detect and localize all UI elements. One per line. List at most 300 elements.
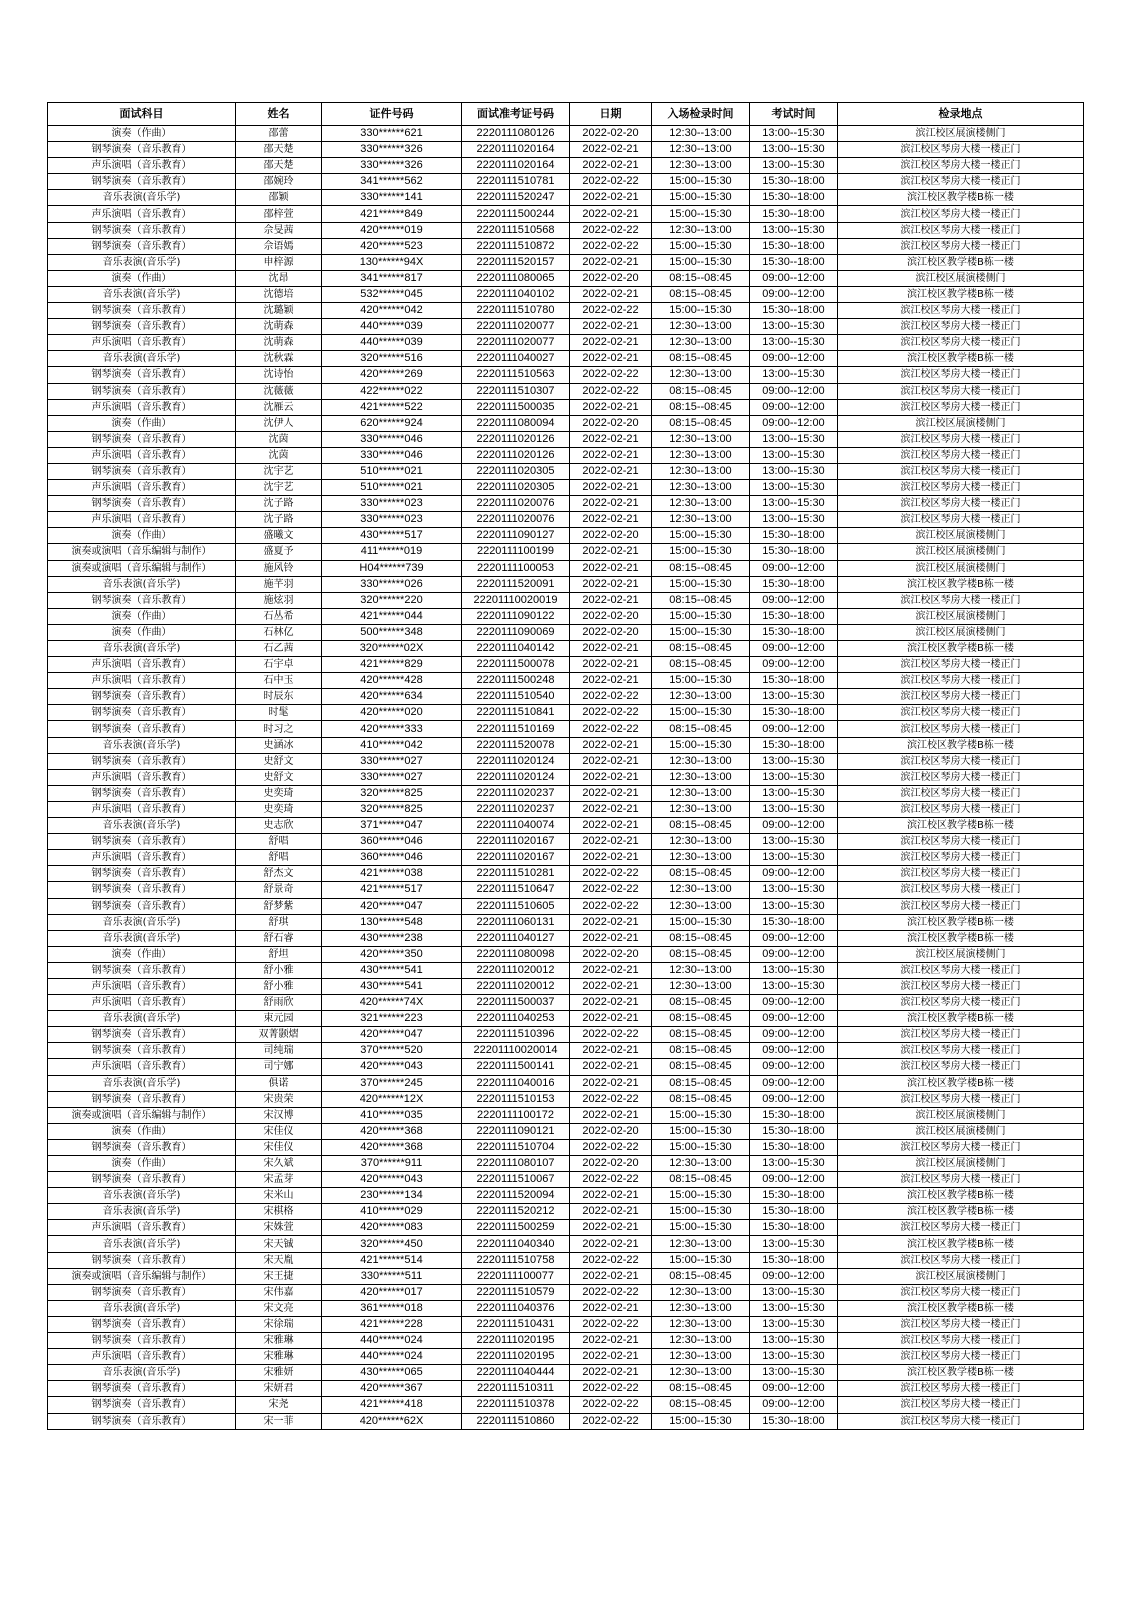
id-number-cell: 330******141 bbox=[322, 190, 462, 206]
table-row bbox=[48, 1349, 1084, 1365]
table-row bbox=[48, 930, 1084, 946]
name-cell: 沈雁云 bbox=[236, 399, 322, 415]
name-cell: 宋汉博 bbox=[236, 1107, 322, 1123]
admission-number-cell: 2220111020305 bbox=[462, 480, 570, 496]
subject-cell: 演奏（作曲） bbox=[48, 946, 236, 962]
subject-cell: 钢琴演奏（音乐教育） bbox=[48, 383, 236, 399]
checkin-time-cell: 12:30--13:00 bbox=[652, 898, 750, 914]
checkin-time-cell: 08:15--08:45 bbox=[652, 1075, 750, 1091]
exam-time-cell: 13:00--15:30 bbox=[750, 480, 838, 496]
exam-time-cell: 13:00--15:30 bbox=[750, 882, 838, 898]
checkin-time-cell: 08:15--08:45 bbox=[652, 351, 750, 367]
subject-cell: 音乐表演(音乐学) bbox=[48, 351, 236, 367]
admission-number-cell: 2220111040027 bbox=[462, 351, 570, 367]
admission-number-cell: 2220111020126 bbox=[462, 431, 570, 447]
id-number-cell: 370******245 bbox=[322, 1075, 462, 1091]
location-cell: 滨江校区琴房大楼一楼正门 bbox=[838, 1059, 1084, 1075]
subject-cell: 钢琴演奏（音乐教育） bbox=[48, 866, 236, 882]
location-cell: 滨江校区琴房大楼一楼正门 bbox=[838, 657, 1084, 673]
subject-cell: 钢琴演奏（音乐教育） bbox=[48, 174, 236, 190]
location-cell: 滨江校区琴房大楼一楼正门 bbox=[838, 705, 1084, 721]
subject-cell: 钢琴演奏（音乐教育） bbox=[48, 1091, 236, 1107]
table-row bbox=[48, 463, 1084, 479]
table-row bbox=[48, 898, 1084, 914]
subject-cell: 钢琴演奏（音乐教育） bbox=[48, 705, 236, 721]
exam-time-cell: 13:00--15:30 bbox=[750, 447, 838, 463]
location-cell: 滨江校区琴房大楼一楼正门 bbox=[838, 753, 1084, 769]
checkin-time-cell: 08:15--08:45 bbox=[652, 995, 750, 1011]
table-row bbox=[48, 126, 1084, 142]
subject-cell: 演奏或演唱（音乐编辑与制作） bbox=[48, 1268, 236, 1284]
location-cell: 滨江校区教学楼B栋一楼 bbox=[838, 1236, 1084, 1252]
name-cell: 沈茵 bbox=[236, 447, 322, 463]
location-cell: 滨江校区琴房大楼一楼正门 bbox=[838, 206, 1084, 222]
subject-cell: 声乐演唱（音乐教育） bbox=[48, 978, 236, 994]
col-header-checkin-time: 入场检录时间 bbox=[652, 103, 750, 126]
table-row bbox=[48, 753, 1084, 769]
checkin-time-cell: 15:00--15:30 bbox=[652, 1188, 750, 1204]
admission-number-cell: 2220111510758 bbox=[462, 1252, 570, 1268]
admission-number-cell: 2220111100172 bbox=[462, 1107, 570, 1123]
exam-time-cell: 13:00--15:30 bbox=[750, 431, 838, 447]
exam-time-cell: 13:00--15:30 bbox=[750, 962, 838, 978]
location-cell: 滨江校区琴房大楼一楼正门 bbox=[838, 962, 1084, 978]
id-number-cell: 420******083 bbox=[322, 1220, 462, 1236]
name-cell: 宋文亮 bbox=[236, 1300, 322, 1316]
location-cell: 滨江校区教学楼B栋一楼 bbox=[838, 1204, 1084, 1220]
checkin-time-cell: 12:30--13:00 bbox=[652, 142, 750, 158]
checkin-time-cell: 12:30--13:00 bbox=[652, 512, 750, 528]
exam-time-cell: 13:00--15:30 bbox=[750, 496, 838, 512]
admission-number-cell: 2220111080126 bbox=[462, 126, 570, 142]
name-cell: 时习之 bbox=[236, 721, 322, 737]
table-row bbox=[48, 995, 1084, 1011]
exam-time-cell: 15:30--18:00 bbox=[750, 1188, 838, 1204]
checkin-time-cell: 15:00--15:30 bbox=[652, 705, 750, 721]
name-cell: 宋尧 bbox=[236, 1397, 322, 1413]
checkin-time-cell: 15:00--15:30 bbox=[652, 174, 750, 190]
table-row bbox=[48, 222, 1084, 238]
id-number-cell: 421******522 bbox=[322, 399, 462, 415]
table-row bbox=[48, 737, 1084, 753]
name-cell: 舒景奇 bbox=[236, 882, 322, 898]
id-number-cell: 430******065 bbox=[322, 1365, 462, 1381]
admission-number-cell: 2220111510281 bbox=[462, 866, 570, 882]
col-header-id-number: 证件号码 bbox=[322, 103, 462, 126]
location-cell: 滨江校区琴房大楼一楼正门 bbox=[838, 689, 1084, 705]
date-cell: 2022-02-21 bbox=[570, 1204, 652, 1220]
table-row bbox=[48, 1011, 1084, 1027]
exam-time-cell: 13:00--15:30 bbox=[750, 222, 838, 238]
admission-number-cell: 2220111040127 bbox=[462, 930, 570, 946]
location-cell: 滨江校区琴房大楼一楼正门 bbox=[838, 978, 1084, 994]
location-cell: 滨江校区琴房大楼一楼正门 bbox=[838, 866, 1084, 882]
id-number-cell: 130******548 bbox=[322, 914, 462, 930]
date-cell: 2022-02-22 bbox=[570, 1397, 652, 1413]
exam-time-cell: 15:30--18:00 bbox=[750, 1123, 838, 1139]
date-cell: 2022-02-21 bbox=[570, 512, 652, 528]
id-number-cell: 411******019 bbox=[322, 544, 462, 560]
name-cell: 舒唱 bbox=[236, 850, 322, 866]
table-row bbox=[48, 801, 1084, 817]
date-cell: 2022-02-21 bbox=[570, 1059, 652, 1075]
table-row bbox=[48, 1300, 1084, 1316]
subject-cell: 声乐演唱（音乐教育） bbox=[48, 657, 236, 673]
table-row bbox=[48, 1156, 1084, 1172]
subject-cell: 演奏或演唱（音乐编辑与制作） bbox=[48, 560, 236, 576]
date-cell: 2022-02-21 bbox=[570, 463, 652, 479]
checkin-time-cell: 15:00--15:30 bbox=[652, 1107, 750, 1123]
checkin-time-cell: 12:30--13:00 bbox=[652, 126, 750, 142]
subject-cell: 声乐演唱（音乐教育） bbox=[48, 1059, 236, 1075]
date-cell: 2022-02-21 bbox=[570, 399, 652, 415]
date-cell: 2022-02-22 bbox=[570, 1252, 652, 1268]
admission-number-cell: 2220111520094 bbox=[462, 1188, 570, 1204]
subject-cell: 钢琴演奏（音乐教育） bbox=[48, 785, 236, 801]
id-number-cell: 420******634 bbox=[322, 689, 462, 705]
location-cell: 滨江校区琴房大楼一楼正门 bbox=[838, 995, 1084, 1011]
exam-time-cell: 15:30--18:00 bbox=[750, 737, 838, 753]
location-cell: 滨江校区琴房大楼一楼正门 bbox=[838, 850, 1084, 866]
subject-cell: 声乐演唱（音乐教育） bbox=[48, 399, 236, 415]
admission-number-cell: 2220111020164 bbox=[462, 142, 570, 158]
checkin-time-cell: 08:15--08:45 bbox=[652, 1027, 750, 1043]
table-row bbox=[48, 1172, 1084, 1188]
exam-time-cell: 13:00--15:30 bbox=[750, 512, 838, 528]
date-cell: 2022-02-22 bbox=[570, 721, 652, 737]
name-cell: 邵天楚 bbox=[236, 158, 322, 174]
name-cell: 沈诗怡 bbox=[236, 367, 322, 383]
admission-number-cell: 2220111090121 bbox=[462, 1123, 570, 1139]
admission-number-cell: 2220111020076 bbox=[462, 496, 570, 512]
table-row bbox=[48, 303, 1084, 319]
exam-time-cell: 09:00--12:00 bbox=[750, 351, 838, 367]
date-cell: 2022-02-22 bbox=[570, 1284, 652, 1300]
subject-cell: 声乐演唱（音乐教育） bbox=[48, 158, 236, 174]
admission-number-cell: 22201110020014 bbox=[462, 1043, 570, 1059]
exam-time-cell: 15:30--18:00 bbox=[750, 1413, 838, 1429]
id-number-cell: 420******62X bbox=[322, 1413, 462, 1429]
location-cell: 滨江校区琴房大楼一楼正门 bbox=[838, 882, 1084, 898]
table-row bbox=[48, 1075, 1084, 1091]
table-row bbox=[48, 1107, 1084, 1123]
date-cell: 2022-02-21 bbox=[570, 319, 652, 335]
id-number-cell: 430******517 bbox=[322, 528, 462, 544]
id-number-cell: 330******046 bbox=[322, 447, 462, 463]
admission-number-cell: 2220111020305 bbox=[462, 463, 570, 479]
subject-cell: 钢琴演奏（音乐教育） bbox=[48, 962, 236, 978]
table-row bbox=[48, 1027, 1084, 1043]
date-cell: 2022-02-21 bbox=[570, 914, 652, 930]
table-row bbox=[48, 689, 1084, 705]
date-cell: 2022-02-21 bbox=[570, 447, 652, 463]
id-number-cell: 361******018 bbox=[322, 1300, 462, 1316]
table-row bbox=[48, 1220, 1084, 1236]
exam-time-cell: 13:00--15:30 bbox=[750, 1365, 838, 1381]
subject-cell: 声乐演唱（音乐教育） bbox=[48, 1349, 236, 1365]
admission-number-cell: 2220111020195 bbox=[462, 1349, 570, 1365]
id-number-cell: 410******029 bbox=[322, 1204, 462, 1220]
date-cell: 2022-02-21 bbox=[570, 1333, 652, 1349]
name-cell: 史涵冰 bbox=[236, 737, 322, 753]
name-cell: 司宁娜 bbox=[236, 1059, 322, 1075]
name-cell: 史奕琦 bbox=[236, 801, 322, 817]
id-number-cell: 420******350 bbox=[322, 946, 462, 962]
admission-number-cell: 2220111020124 bbox=[462, 753, 570, 769]
location-cell: 滨江校区琴房大楼一楼正门 bbox=[838, 367, 1084, 383]
date-cell: 2022-02-21 bbox=[570, 592, 652, 608]
id-number-cell: 420******12X bbox=[322, 1091, 462, 1107]
date-cell: 2022-02-21 bbox=[570, 158, 652, 174]
table-row bbox=[48, 286, 1084, 302]
location-cell: 滨江校区教学楼B栋一楼 bbox=[838, 818, 1084, 834]
col-header-name: 姓名 bbox=[236, 103, 322, 126]
name-cell: 邵颖 bbox=[236, 190, 322, 206]
location-cell: 滨江校区琴房大楼一楼正门 bbox=[838, 512, 1084, 528]
checkin-time-cell: 12:30--13:00 bbox=[652, 962, 750, 978]
date-cell: 2022-02-21 bbox=[570, 850, 652, 866]
subject-cell: 钢琴演奏（音乐教育） bbox=[48, 431, 236, 447]
id-number-cell: 330******027 bbox=[322, 753, 462, 769]
table-row bbox=[48, 544, 1084, 560]
location-cell: 滨江校区琴房大楼一楼正门 bbox=[838, 898, 1084, 914]
location-cell: 滨江校区教学楼B栋一楼 bbox=[838, 930, 1084, 946]
admission-number-cell: 2220111520091 bbox=[462, 576, 570, 592]
location-cell: 滨江校区琴房大楼一楼正门 bbox=[838, 383, 1084, 399]
table-row bbox=[48, 1268, 1084, 1284]
exam-time-cell: 13:00--15:30 bbox=[750, 1349, 838, 1365]
subject-cell: 钢琴演奏（音乐教育） bbox=[48, 1413, 236, 1429]
table-row bbox=[48, 1236, 1084, 1252]
name-cell: 沈宇艺 bbox=[236, 463, 322, 479]
date-cell: 2022-02-21 bbox=[570, 576, 652, 592]
checkin-time-cell: 15:00--15:30 bbox=[652, 238, 750, 254]
table-row bbox=[48, 142, 1084, 158]
checkin-time-cell: 12:30--13:00 bbox=[652, 447, 750, 463]
name-cell: 沈子路 bbox=[236, 496, 322, 512]
admission-number-cell: 2220111510067 bbox=[462, 1172, 570, 1188]
admission-number-cell: 2220111510311 bbox=[462, 1381, 570, 1397]
col-header-subject: 面试科目 bbox=[48, 103, 236, 126]
admission-number-cell: 2220111090069 bbox=[462, 624, 570, 640]
name-cell: 佘旻茜 bbox=[236, 222, 322, 238]
location-cell: 滨江校区展演楼侧门 bbox=[838, 270, 1084, 286]
id-number-cell: 421******514 bbox=[322, 1252, 462, 1268]
admission-number-cell: 2220111500078 bbox=[462, 657, 570, 673]
id-number-cell: 320******825 bbox=[322, 785, 462, 801]
subject-cell: 钢琴演奏（音乐教育） bbox=[48, 1397, 236, 1413]
location-cell: 滨江校区展演楼侧门 bbox=[838, 1123, 1084, 1139]
table-row bbox=[48, 1204, 1084, 1220]
checkin-time-cell: 08:15--08:45 bbox=[652, 1268, 750, 1284]
table-row bbox=[48, 431, 1084, 447]
name-cell: 宋孟芽 bbox=[236, 1172, 322, 1188]
date-cell: 2022-02-22 bbox=[570, 882, 652, 898]
admission-number-cell: 2220111020077 bbox=[462, 335, 570, 351]
subject-cell: 钢琴演奏（音乐教育） bbox=[48, 496, 236, 512]
subject-cell: 声乐演唱（音乐教育） bbox=[48, 673, 236, 689]
admission-number-cell: 2220111090127 bbox=[462, 528, 570, 544]
table-row bbox=[48, 190, 1084, 206]
date-cell: 2022-02-21 bbox=[570, 1365, 652, 1381]
admission-number-cell: 2220111510378 bbox=[462, 1397, 570, 1413]
subject-cell: 演奏（作曲） bbox=[48, 624, 236, 640]
table-row bbox=[48, 399, 1084, 415]
table-row bbox=[48, 592, 1084, 608]
checkin-time-cell: 08:15--08:45 bbox=[652, 1043, 750, 1059]
checkin-time-cell: 15:00--15:30 bbox=[652, 737, 750, 753]
checkin-time-cell: 12:30--13:00 bbox=[652, 463, 750, 479]
location-cell: 滨江校区琴房大楼一楼正门 bbox=[838, 399, 1084, 415]
date-cell: 2022-02-21 bbox=[570, 1236, 652, 1252]
exam-time-cell: 09:00--12:00 bbox=[750, 1043, 838, 1059]
subject-cell: 钢琴演奏（音乐教育） bbox=[48, 1139, 236, 1155]
id-number-cell: 620******924 bbox=[322, 415, 462, 431]
table-row bbox=[48, 978, 1084, 994]
id-number-cell: 420******043 bbox=[322, 1059, 462, 1075]
id-number-cell: 420******269 bbox=[322, 367, 462, 383]
table-row bbox=[48, 624, 1084, 640]
location-cell: 滨江校区琴房大楼一楼正门 bbox=[838, 1284, 1084, 1300]
name-cell: 俱诺 bbox=[236, 1075, 322, 1091]
admission-number-cell: 2220111510568 bbox=[462, 222, 570, 238]
location-cell: 滨江校区琴房大楼一楼正门 bbox=[838, 834, 1084, 850]
checkin-time-cell: 08:15--08:45 bbox=[652, 930, 750, 946]
checkin-time-cell: 12:30--13:00 bbox=[652, 834, 750, 850]
name-cell: 舒梦紫 bbox=[236, 898, 322, 914]
exam-time-cell: 09:00--12:00 bbox=[750, 415, 838, 431]
exam-time-cell: 15:30--18:00 bbox=[750, 673, 838, 689]
admission-number-cell: 2220111500141 bbox=[462, 1059, 570, 1075]
admission-number-cell: 2220111510704 bbox=[462, 1139, 570, 1155]
table-row bbox=[48, 818, 1084, 834]
table-row bbox=[48, 641, 1084, 657]
admission-number-cell: 2220111020164 bbox=[462, 158, 570, 174]
exam-time-cell: 09:00--12:00 bbox=[750, 946, 838, 962]
checkin-time-cell: 12:30--13:00 bbox=[652, 689, 750, 705]
name-cell: 石中玉 bbox=[236, 673, 322, 689]
subject-cell: 钢琴演奏（音乐教育） bbox=[48, 1316, 236, 1332]
exam-time-cell: 15:30--18:00 bbox=[750, 190, 838, 206]
checkin-time-cell: 15:00--15:30 bbox=[652, 1252, 750, 1268]
location-cell: 滨江校区展演楼侧门 bbox=[838, 1107, 1084, 1123]
subject-cell: 演奏（作曲） bbox=[48, 1123, 236, 1139]
checkin-time-cell: 12:30--13:00 bbox=[652, 335, 750, 351]
date-cell: 2022-02-21 bbox=[570, 995, 652, 1011]
checkin-time-cell: 08:15--08:45 bbox=[652, 1091, 750, 1107]
checkin-time-cell: 15:00--15:30 bbox=[652, 544, 750, 560]
date-cell: 2022-02-20 bbox=[570, 126, 652, 142]
id-number-cell: 320******450 bbox=[322, 1236, 462, 1252]
table-row bbox=[48, 866, 1084, 882]
checkin-time-cell: 12:30--13:00 bbox=[652, 1284, 750, 1300]
subject-cell: 声乐演唱（音乐教育） bbox=[48, 1220, 236, 1236]
subject-cell: 音乐表演(音乐学) bbox=[48, 1204, 236, 1220]
location-cell: 滨江校区琴房大楼一楼正门 bbox=[838, 222, 1084, 238]
date-cell: 2022-02-22 bbox=[570, 238, 652, 254]
location-cell: 滨江校区教学楼B栋一楼 bbox=[838, 914, 1084, 930]
checkin-time-cell: 12:30--13:00 bbox=[652, 850, 750, 866]
checkin-time-cell: 12:30--13:00 bbox=[652, 1333, 750, 1349]
table-row bbox=[48, 705, 1084, 721]
date-cell: 2022-02-20 bbox=[570, 270, 652, 286]
exam-time-cell: 15:30--18:00 bbox=[750, 206, 838, 222]
table-row bbox=[48, 1365, 1084, 1381]
subject-cell: 钢琴演奏（音乐教育） bbox=[48, 142, 236, 158]
table-row bbox=[48, 914, 1084, 930]
checkin-time-cell: 08:15--08:45 bbox=[652, 946, 750, 962]
name-cell: 宋伟嘉 bbox=[236, 1284, 322, 1300]
subject-cell: 声乐演唱（音乐教育） bbox=[48, 335, 236, 351]
location-cell: 滨江校区琴房大楼一楼正门 bbox=[838, 1397, 1084, 1413]
admission-number-cell: 2220111500259 bbox=[462, 1220, 570, 1236]
admission-number-cell: 2220111510781 bbox=[462, 174, 570, 190]
date-cell: 2022-02-22 bbox=[570, 303, 652, 319]
checkin-time-cell: 08:15--08:45 bbox=[652, 641, 750, 657]
name-cell: 宋雅琳 bbox=[236, 1349, 322, 1365]
admission-number-cell: 2220111040444 bbox=[462, 1365, 570, 1381]
subject-cell: 声乐演唱（音乐教育） bbox=[48, 206, 236, 222]
name-cell: 史奕琦 bbox=[236, 785, 322, 801]
admission-number-cell: 2220111510647 bbox=[462, 882, 570, 898]
subject-cell: 演奏或演唱（音乐编辑与制作） bbox=[48, 1107, 236, 1123]
date-cell: 2022-02-21 bbox=[570, 190, 652, 206]
location-cell: 滨江校区琴房大楼一楼正门 bbox=[838, 801, 1084, 817]
exam-time-cell: 09:00--12:00 bbox=[750, 592, 838, 608]
exam-time-cell: 13:00--15:30 bbox=[750, 1333, 838, 1349]
location-cell: 滨江校区琴房大楼一楼正门 bbox=[838, 1413, 1084, 1429]
admission-number-cell: 2220111060131 bbox=[462, 914, 570, 930]
checkin-time-cell: 08:15--08:45 bbox=[652, 721, 750, 737]
checkin-time-cell: 12:30--13:00 bbox=[652, 1316, 750, 1332]
table-row bbox=[48, 721, 1084, 737]
exam-time-cell: 15:30--18:00 bbox=[750, 576, 838, 592]
checkin-time-cell: 12:30--13:00 bbox=[652, 319, 750, 335]
exam-time-cell: 09:00--12:00 bbox=[750, 1011, 838, 1027]
date-cell: 2022-02-20 bbox=[570, 528, 652, 544]
subject-cell: 钢琴演奏（音乐教育） bbox=[48, 1381, 236, 1397]
date-cell: 2022-02-21 bbox=[570, 978, 652, 994]
exam-time-cell: 15:30--18:00 bbox=[750, 254, 838, 270]
name-cell: 双菁颢熠 bbox=[236, 1027, 322, 1043]
id-number-cell: 420******043 bbox=[322, 1172, 462, 1188]
date-cell: 2022-02-22 bbox=[570, 898, 652, 914]
exam-time-cell: 09:00--12:00 bbox=[750, 721, 838, 737]
date-cell: 2022-02-21 bbox=[570, 641, 652, 657]
table-row bbox=[48, 158, 1084, 174]
id-number-cell: 420******428 bbox=[322, 673, 462, 689]
table-row bbox=[48, 1252, 1084, 1268]
exam-time-cell: 15:30--18:00 bbox=[750, 1220, 838, 1236]
exam-time-cell: 15:30--18:00 bbox=[750, 174, 838, 190]
location-cell: 滨江校区琴房大楼一楼正门 bbox=[838, 769, 1084, 785]
checkin-time-cell: 08:15--08:45 bbox=[652, 383, 750, 399]
date-cell: 2022-02-21 bbox=[570, 560, 652, 576]
name-cell: 沈萌森 bbox=[236, 335, 322, 351]
exam-time-cell: 13:00--15:30 bbox=[750, 769, 838, 785]
exam-time-cell: 15:30--18:00 bbox=[750, 303, 838, 319]
id-number-cell: 330******046 bbox=[322, 431, 462, 447]
header-row bbox=[48, 103, 1084, 126]
admission-number-cell: 2220111040016 bbox=[462, 1075, 570, 1091]
subject-cell: 钢琴演奏（音乐教育） bbox=[48, 1043, 236, 1059]
exam-time-cell: 09:00--12:00 bbox=[750, 866, 838, 882]
date-cell: 2022-02-21 bbox=[570, 480, 652, 496]
subject-cell: 钢琴演奏（音乐教育） bbox=[48, 367, 236, 383]
table-row bbox=[48, 608, 1084, 624]
admission-number-cell: 2220111040253 bbox=[462, 1011, 570, 1027]
admission-number-cell: 2220111100199 bbox=[462, 544, 570, 560]
